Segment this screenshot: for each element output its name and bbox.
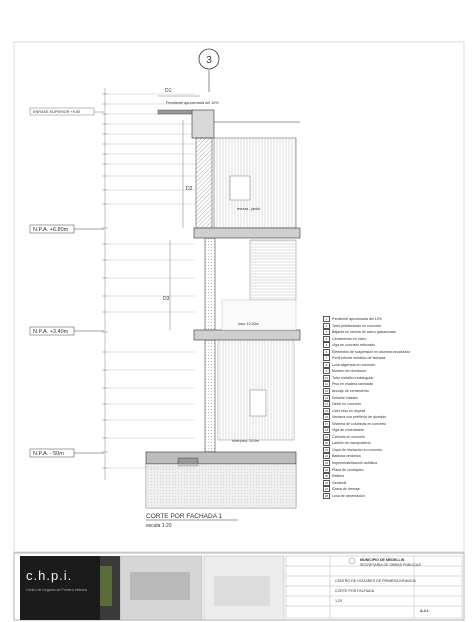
note-number: 22 <box>324 454 329 459</box>
note-number: 13 <box>324 395 329 400</box>
lattice-screen <box>214 138 296 228</box>
municipality-name: MUNICIPIO DE MEDELLIN <box>360 558 405 562</box>
note-number: 9 <box>323 368 330 374</box>
note-number: 5 <box>323 342 330 348</box>
lattice-window <box>230 176 250 200</box>
note-text: Losa aligerada en concreto <box>332 362 376 367</box>
dim-label-d1: D1 <box>165 88 172 94</box>
roof-note: Pendiente aproximada del 10% <box>166 101 219 105</box>
note-text: Mortero de nivelación <box>332 369 367 374</box>
level-label-1: N.P.A. +6.80m <box>33 227 69 233</box>
logo-subtitle: Centro de Hogares de Primera Infancia <box>26 588 87 592</box>
note-number: 21 <box>324 447 329 452</box>
note-number: 11 <box>324 382 329 387</box>
column-middle <box>205 238 215 330</box>
note-number: 3 <box>323 329 330 335</box>
note-text: Relleno <box>332 474 345 479</box>
note-number: 26 <box>324 480 329 485</box>
note-number: 24 <box>324 467 329 472</box>
slab-label: losa: 10.40m <box>238 322 259 326</box>
note-text: Sellante elástico <box>332 395 359 400</box>
drawing-scale: escala 1:20 <box>146 523 172 529</box>
note-text: Tubo metálico rectangular <box>332 375 374 380</box>
column-lower <box>205 340 215 452</box>
terrace-label: terraza - jardín <box>237 207 261 211</box>
note-text: Piso en madera laminada <box>332 382 373 387</box>
note-text: Anclaje de cerramiento <box>332 388 369 393</box>
render-photo-2-building <box>214 576 270 606</box>
drawing-title: CORTE POR FACHADA 1 <box>146 513 223 520</box>
dim-label-d2: D2 <box>186 186 193 192</box>
note-number: 23 <box>324 461 329 466</box>
notes-list <box>323 316 463 499</box>
logo-block <box>20 556 100 620</box>
note-number: 16 <box>324 415 329 420</box>
note-text: Geotextil <box>332 480 347 485</box>
note-number: 20 <box>324 441 329 446</box>
note-number: 8 <box>323 362 330 368</box>
wall-upper <box>196 138 212 228</box>
slab-level-2 <box>194 228 300 238</box>
note-text: Cielo raso en drywall <box>332 408 366 413</box>
foundation-tone <box>146 464 296 508</box>
note-number: 14 <box>324 402 329 407</box>
note-number: 6 <box>323 349 330 355</box>
note-number: 15 <box>324 408 329 413</box>
level-label-3: N.P.A. - 50m <box>33 451 64 457</box>
note-text: Sistema de columnas en concreto <box>332 421 387 426</box>
top-level-label: ENRASE SUPERIOR +9.80 <box>33 110 81 114</box>
note-text: Impermeabilización asfáltica <box>332 460 378 465</box>
note-text: Grava de drenaje <box>332 487 360 492</box>
note-text: Pendiente aproximada del 10% <box>332 316 382 321</box>
note-item <box>323 493 463 500</box>
leader-lines <box>108 94 195 468</box>
note-text: Perfil tubular metálico de fachada <box>332 356 386 361</box>
note-text: Tarro prefabricado en concreto <box>332 323 381 328</box>
parapet <box>192 110 214 138</box>
dim-label-d3: D3 <box>163 296 170 302</box>
logo-text: c.h.p.i. <box>26 568 73 583</box>
ground-window <box>250 390 266 416</box>
note-number: 17 <box>324 421 329 426</box>
note-number: 28 <box>324 493 329 498</box>
note-text: Cañuela en concreto <box>332 434 366 439</box>
slab-level-1 <box>194 330 300 340</box>
note-number: 27 <box>324 487 329 492</box>
note-text: Bajante en lámina de acero galvanizado <box>332 330 396 335</box>
level-label-2: N.P.A. +3.40m <box>33 329 69 335</box>
note-text: Capa de nivelación en concreto <box>332 447 383 452</box>
sheet-scale: 1:20 <box>335 599 342 603</box>
note-number: 25 <box>324 474 329 479</box>
ground-slab <box>146 452 296 464</box>
interior-space-2 <box>222 300 296 330</box>
office-name: SECRETARIA DE OBRAS PUBLICAS <box>360 563 421 567</box>
sheet-number: A-3.1 <box>420 609 429 613</box>
note-number: 10 <box>324 375 329 380</box>
sheet-name: CORTE POR FACHADA <box>335 589 375 593</box>
roof-flashing <box>158 110 192 114</box>
note-text: Viga en concreto reforzado <box>332 343 376 348</box>
interior-panel-2 <box>250 240 296 300</box>
note-text: Losa de cimentación <box>332 493 365 498</box>
note-number: 7 <box>323 355 330 361</box>
note-text: Viga de cimentación <box>332 428 365 433</box>
note-text: Baldosa cerámica <box>332 454 361 459</box>
note-text: Placa de contrapiso <box>332 467 364 472</box>
axis-label: 3 <box>206 55 212 66</box>
floor-label: nivel piso: 10.0m <box>232 439 259 443</box>
note-text: Ladrillo de mampostería <box>332 441 371 446</box>
note-number: 1 <box>323 316 330 322</box>
note-text: Ventana con perfilería de aluminio <box>332 415 387 420</box>
note-text: Cerramiento en vidrio <box>332 336 367 341</box>
note-number: 19 <box>324 434 329 439</box>
note-text: Dintel en concreto <box>332 402 361 407</box>
note-number: 18 <box>324 428 329 433</box>
render-photo-1-building <box>130 572 190 600</box>
note-text: Elementos de suspensión en aluminio anodizado <box>332 349 411 354</box>
note-number: 2 <box>323 323 330 329</box>
note-number: 12 <box>324 389 329 394</box>
project-name: CENTRO DE HOGARES DE PRIMERA INFANCIA <box>335 579 416 583</box>
note-number: 4 <box>323 336 330 342</box>
